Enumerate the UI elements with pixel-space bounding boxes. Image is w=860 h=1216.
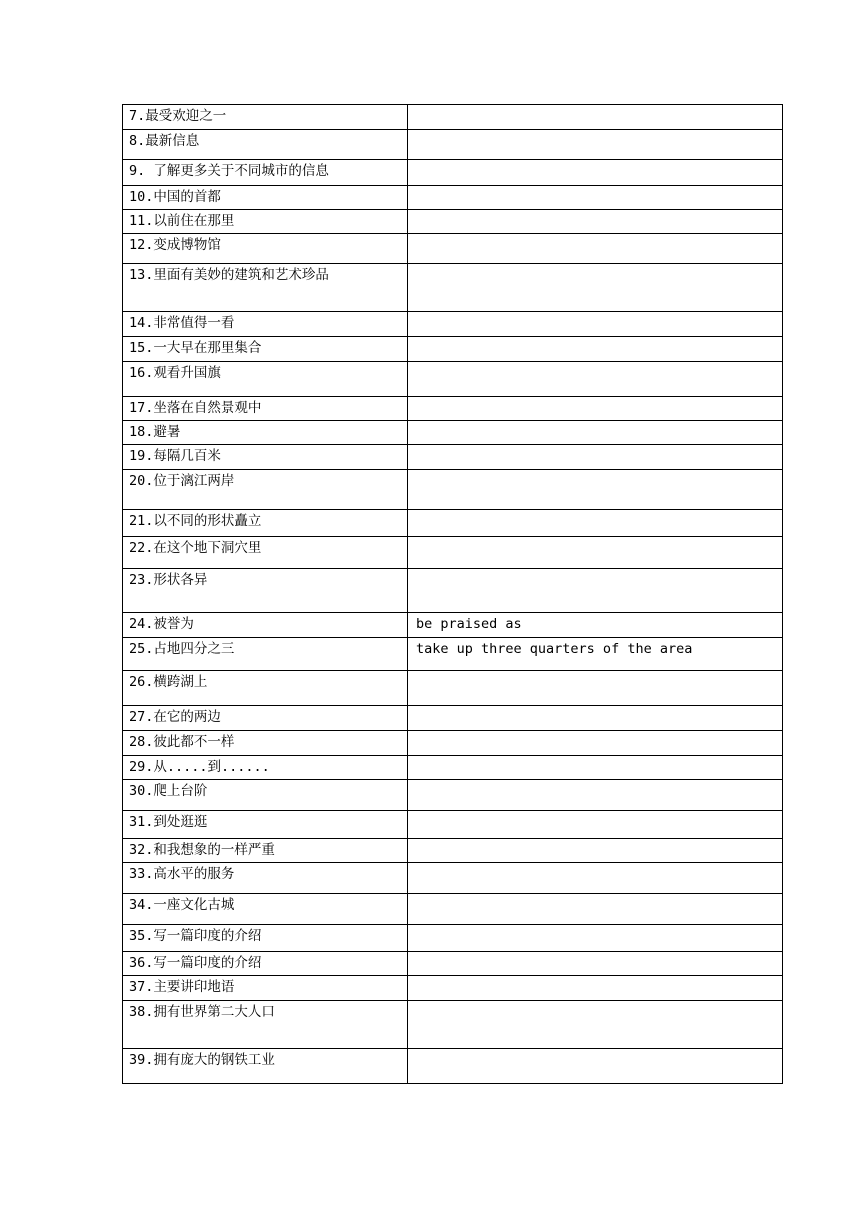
table-row [123, 210, 783, 234]
chinese-phrase-cell: 23.形状各异 [123, 569, 408, 613]
table-row [123, 264, 783, 312]
table-row [123, 925, 783, 952]
english-translation-cell [408, 470, 783, 510]
english-translation-cell [408, 421, 783, 445]
english-translation-cell [408, 1049, 783, 1084]
chinese-phrase-cell: 15.一大早在那里集合 [123, 337, 408, 362]
english-translation-cell [408, 186, 783, 210]
english-translation-cell [408, 671, 783, 706]
chinese-phrase-cell: 34.一座文化古城 [123, 894, 408, 925]
table-row [123, 731, 783, 756]
table-row [123, 839, 783, 863]
table-row [123, 1001, 783, 1049]
chinese-phrase-cell: 32.和我想象的一样严重 [123, 839, 408, 863]
chinese-phrase-cell: 25.占地四分之三 [123, 638, 408, 671]
table-row [123, 234, 783, 264]
english-translation-cell [408, 362, 783, 397]
english-translation-cell [408, 264, 783, 312]
chinese-phrase-cell: 12.变成博物馆 [123, 234, 408, 264]
english-translation-cell [408, 234, 783, 264]
english-translation-cell [408, 569, 783, 613]
table-row [123, 362, 783, 397]
chinese-phrase-cell: 18.避暑 [123, 421, 408, 445]
english-translation-cell [408, 537, 783, 569]
chinese-phrase-cell: 30.爬上台阶 [123, 780, 408, 811]
chinese-phrase-cell: 27.在它的两边 [123, 706, 408, 731]
english-translation-cell: take up three quarters of the area [408, 638, 783, 671]
table-row [123, 337, 783, 362]
table-row [123, 160, 783, 186]
english-translation-cell [408, 780, 783, 811]
table-row [123, 811, 783, 839]
chinese-phrase-cell: 24.被誉为 [123, 613, 408, 638]
english-translation-cell [408, 706, 783, 731]
table-row [123, 780, 783, 811]
english-translation-cell [408, 976, 783, 1001]
english-translation-cell [408, 731, 783, 756]
chinese-phrase-cell: 9. 了解更多关于不同城市的信息 [123, 160, 408, 186]
table-row [123, 569, 783, 613]
chinese-phrase-cell: 17.坐落在自然景观中 [123, 397, 408, 421]
english-translation-cell [408, 952, 783, 976]
chinese-phrase-cell: 14.非常值得一看 [123, 312, 408, 337]
chinese-phrase-cell: 33.高水平的服务 [123, 863, 408, 894]
table-row [123, 510, 783, 537]
table-row [123, 421, 783, 445]
english-translation-cell [408, 312, 783, 337]
english-translation-cell [408, 337, 783, 362]
table-row [123, 894, 783, 925]
english-translation-cell [408, 1001, 783, 1049]
chinese-phrase-cell: 38.拥有世界第二大人口 [123, 1001, 408, 1049]
chinese-phrase-cell: 28.彼此都不一样 [123, 731, 408, 756]
table-row [123, 537, 783, 569]
english-translation-cell [408, 756, 783, 780]
table-row [123, 613, 783, 638]
table-row [123, 397, 783, 421]
english-translation-cell [408, 894, 783, 925]
table-row [123, 706, 783, 731]
table-row [123, 186, 783, 210]
english-translation-cell [408, 445, 783, 470]
table-row [123, 470, 783, 510]
vocabulary-table-body [123, 105, 783, 1084]
table-row [123, 638, 783, 671]
chinese-phrase-cell: 22.在这个地下洞穴里 [123, 537, 408, 569]
english-translation-cell [408, 105, 783, 130]
english-translation-cell [408, 210, 783, 234]
table-row [123, 756, 783, 780]
chinese-phrase-cell: 8.最新信息 [123, 130, 408, 160]
chinese-phrase-cell: 29.从.....到...... [123, 756, 408, 780]
chinese-phrase-cell: 13.里面有美妙的建筑和艺术珍品 [123, 264, 408, 312]
chinese-phrase-cell: 26.横跨湖上 [123, 671, 408, 706]
english-translation-cell [408, 160, 783, 186]
chinese-phrase-cell: 35.写一篇印度的介绍 [123, 925, 408, 952]
table-row [123, 863, 783, 894]
chinese-phrase-cell: 10.中国的首都 [123, 186, 408, 210]
table-row [123, 1049, 783, 1084]
table-row [123, 976, 783, 1001]
english-translation-cell [408, 510, 783, 537]
english-translation-cell [408, 925, 783, 952]
table-row [123, 105, 783, 130]
table-row [123, 445, 783, 470]
chinese-phrase-cell: 36.写一篇印度的介绍 [123, 952, 408, 976]
chinese-phrase-cell: 7.最受欢迎之一 [123, 105, 408, 130]
english-translation-cell [408, 863, 783, 894]
table-row [123, 312, 783, 337]
chinese-phrase-cell: 39.拥有庞大的钢铁工业 [123, 1049, 408, 1084]
chinese-phrase-cell: 16.观看升国旗 [123, 362, 408, 397]
table-row [123, 952, 783, 976]
english-translation-cell [408, 397, 783, 421]
chinese-phrase-cell: 21.以不同的形状矗立 [123, 510, 408, 537]
chinese-phrase-cell: 19.每隔几百米 [123, 445, 408, 470]
table-row [123, 130, 783, 160]
chinese-phrase-cell: 37.主要讲印地语 [123, 976, 408, 1001]
vocabulary-table [122, 104, 783, 1084]
chinese-phrase-cell: 11.以前住在那里 [123, 210, 408, 234]
english-translation-cell [408, 839, 783, 863]
english-translation-cell [408, 811, 783, 839]
table-row [123, 671, 783, 706]
chinese-phrase-cell: 20.位于漓江两岸 [123, 470, 408, 510]
english-translation-cell [408, 130, 783, 160]
chinese-phrase-cell: 31.到处逛逛 [123, 811, 408, 839]
english-translation-cell: be praised as [408, 613, 783, 638]
